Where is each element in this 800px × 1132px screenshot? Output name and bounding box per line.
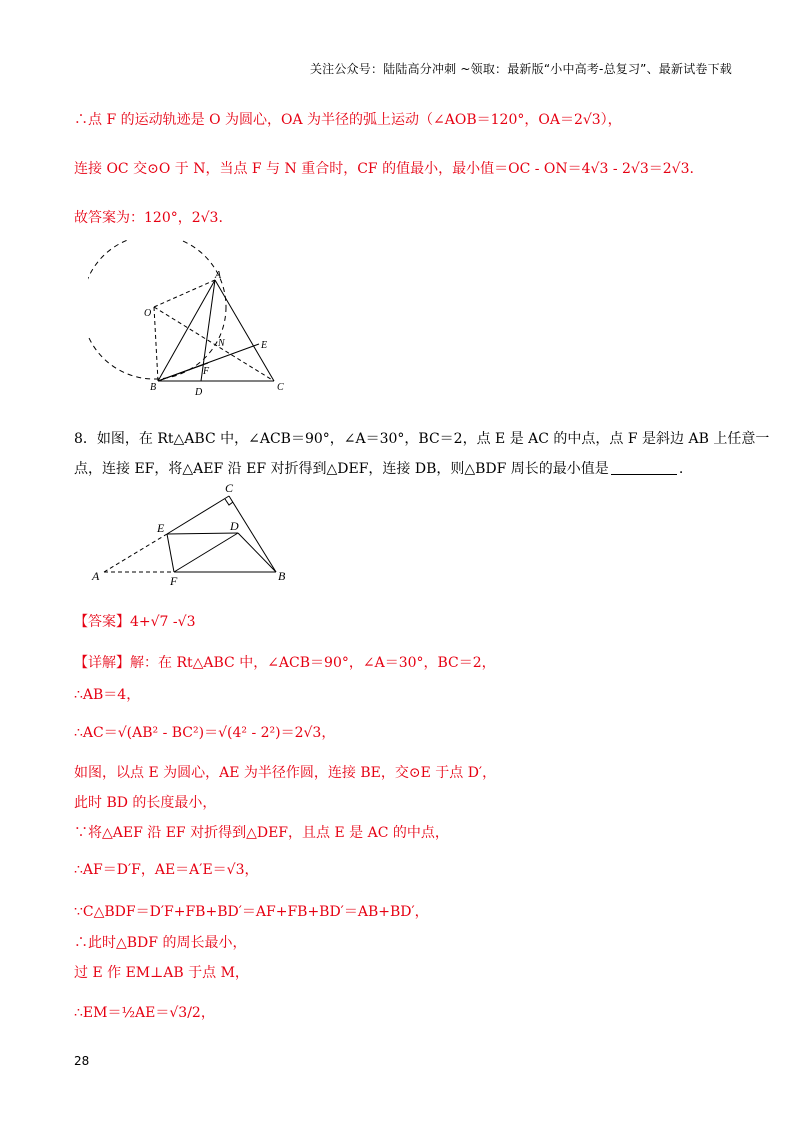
figure-right-triangle-fold [88,480,298,590]
page-number: 28 [74,1054,90,1068]
fig1-label-N: N [218,338,225,349]
detail-line-11: ∴EM＝½AE＝√3/2， [74,1005,215,1021]
fig1-label-D: D [195,387,203,398]
segment-ED [167,533,238,534]
segment-BF [158,363,208,381]
segment-DB [238,533,276,572]
fig2-label-A: A [92,569,100,583]
dashed-OB [154,307,158,381]
solution-line-2: 连接 OC 交⊙O 于 N，当点 F 与 N 重合时，CF 的值最小，最小值＝OC - ON＝4√3 - 2√3＝2√3. [74,161,694,177]
fig2-label-E: E [157,521,165,535]
fig2-label-C: C [225,481,234,495]
question-8-line-2 [74,458,683,478]
solution-line-1: ∴点 F 的运动轨迹是 O 为圆心，OA 为半径的弧上运动（∠AOB＝120°，OA＝2√3）， [74,112,622,128]
detail-line-2: ∴AB＝4， [74,687,141,703]
question-8-text: 点，连接 EF，将△AEF 沿 EF 对折得到△DEF，连接 DB，则△BDF 周长的最小值是 [74,461,609,477]
answer-line: 【答案】4+√7 -√3 [74,614,196,630]
detail-line-1: 【详解】解：在 Rt△ABC 中，∠ACB＝90°，∠A＝30°，BC＝2， [74,655,496,671]
fig1-label-A: A [215,270,222,281]
detail-line-6: ∵将△AEF 沿 EF 对折得到△DEF，且点 E 是 AC 的中点， [74,825,449,841]
fig1-label-B: B [150,382,157,393]
detail-line-10: 过 E 作 EM⊥AB 于点 M， [74,965,249,981]
answer-blank [611,460,677,475]
dashed-AE [104,534,167,572]
page-header: 关注公众号：陆陆高分冲刺 ~领取：最新版“小中高考-总复习”、最新试卷下载 [309,62,732,76]
dashed-OA [154,280,215,307]
detail-line-8: ∵C△BDF＝D′F+FB+BD′＝AF+FB+BD′＝AB+BD′， [74,904,429,920]
fig1-label-C: C [277,382,284,393]
segment-FD [174,533,238,572]
segment-AC [215,280,274,381]
fig2-label-D: D [230,519,239,533]
detail-line-4: 如图，以点 E 为圆心，AE 为半径作圆，连接 BE，交⊙E 于点 D′， [74,765,497,781]
question-8-line-1: 8．如图，在 Rt△ABC 中，∠ACB＝90°，∠A＝30°，BC＝2，点 E 是 AC 的中点，点 F 是斜边 AB 上任意一 [74,431,770,447]
fig1-label-O: O [144,308,152,319]
segment-EF [167,534,174,572]
figure-circle-triangle [88,240,298,400]
fig2-label-B: B [278,569,286,583]
fig1-label-F: F [203,366,210,377]
fig1-label-E: E [261,340,268,351]
detail-line-5: 此时 BD 的长度最小， [74,795,217,811]
solution-line-3: 故答案为：120°，2√3. [74,210,223,226]
detail-line-3: ∴AC＝√(AB² - BC²)＝√(4² - 2²)＝2√3， [74,725,336,741]
question-8-period: . [678,461,684,477]
fig2-label-F: F [170,574,178,588]
dashed-OC [154,307,274,381]
detail-line-9: ∴此时△BDF 的周长最小， [74,935,247,951]
detail-line-7: ∴AF＝D′F，AE＝A′E＝√3， [74,862,259,878]
segment-EC [167,496,229,534]
